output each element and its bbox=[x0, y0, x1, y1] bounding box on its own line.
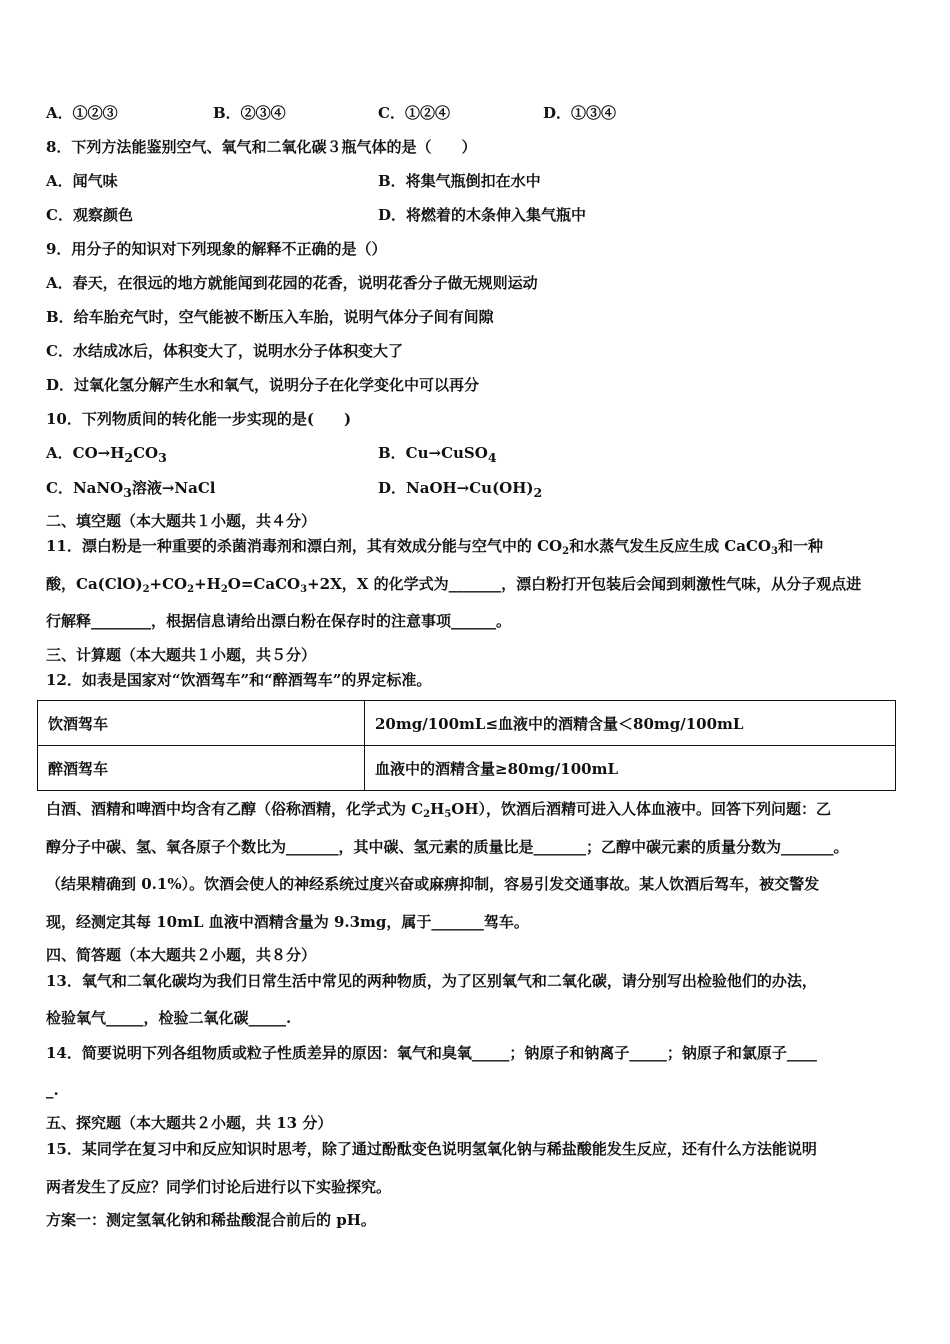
table-cell: 血液中的酒精含量≥80mg/100mL bbox=[365, 746, 896, 791]
q9-option-a: A．春天，在很远的地方就能闻到花园的花香，说明花香分子做无规则运动 bbox=[46, 274, 538, 292]
section-fill-in-heading: 二、填空题（本大题共１小题，共４分） bbox=[46, 512, 317, 530]
drink-driving-standard-table bbox=[37, 700, 896, 791]
q8-option-d: D．将燃着的木条伸入集气瓶中 bbox=[378, 206, 587, 224]
section-short-answer-heading: 四、简答题（本大题共２小题，共８分） bbox=[46, 946, 317, 964]
q12-stem: 12．如表是国家对“饮酒驾车”和“醉酒驾车”的界定标准。 bbox=[46, 671, 432, 689]
q11-line-1: 11．漂白粉是一种重要的杀菌消毒剂和漂白剂，其有效成分能与空气中的 $CO_2$和水蒸气发生反应生成 CaCO$_3$和一种 bbox=[46, 537, 823, 557]
q10-option-c: C．NaNO$_3$溶液→NaCl bbox=[46, 479, 216, 500]
q8-option-c: C．观察颜色 bbox=[46, 206, 133, 224]
q15-line-2: 两者发生了反应？同学们讨论后进行以下实验探究。 bbox=[46, 1178, 392, 1196]
q10-option-b: B．Cu→CuSO$_4$ bbox=[378, 444, 497, 465]
section-calculation-heading: 三、计算题（本大题共１小题，共５分） bbox=[46, 646, 317, 664]
q9-option-b: B．给车胎充气时，空气能被不断压入车胎，说明气体分子间有间隙 bbox=[46, 308, 494, 326]
section-inquiry-heading: 五、探究题（本大题共２小题，共 13 分） bbox=[46, 1114, 333, 1132]
q7-option-c: C．①②④ bbox=[378, 104, 450, 122]
q12-line-1: 白酒、酒精和啤酒中均含有乙醇（俗称酒精，化学式为 $C_2H_5OH$），饮酒后酒精可进入人体血液中。回答下列问题：乙 bbox=[46, 800, 832, 820]
table-cell: 20mg/100mL≤血液中的酒精含量＜80mg/100mL bbox=[365, 701, 896, 746]
q11-line-2: 酸，$Ca(ClO)_2+CO_2+H_2O=CaCO_3+2X$，X 的化学式为_______，漂白粉打开包装后会闻到刺激性气味，从分子观点进 bbox=[46, 575, 862, 595]
q14-line-2: _. bbox=[46, 1081, 59, 1099]
q13-line-2: 检验氧气_____，检验二氧化碳_____. bbox=[46, 1009, 292, 1027]
q15-line-3: 方案一：测定氢氧化钠和稀盐酸混合前后的 pH。 bbox=[46, 1211, 376, 1229]
q12-line-4: 现，经测定其每 10mL 血液中酒精含量为 9.3mg，属于_______驾车。 bbox=[46, 913, 529, 931]
q7-option-b: B．②③④ bbox=[213, 104, 286, 122]
q8-option-b: B．将集气瓶倒扣在水中 bbox=[378, 172, 541, 190]
table-row bbox=[38, 701, 896, 746]
q10-option-a: A．$CO\to H_2CO_3$ bbox=[46, 444, 167, 465]
table-cell: 醉酒驾车 bbox=[38, 746, 365, 791]
q9-option-c: C．水结成冰后，体积变大了，说明水分子体积变大了 bbox=[46, 342, 403, 360]
q10-stem: 10．下列物质间的转化能一步实现的是( ) bbox=[46, 410, 352, 428]
q8-option-a: A．闻气味 bbox=[46, 172, 118, 190]
q10-option-d: D．$NaOH\to Cu(OH)_2$ bbox=[378, 479, 543, 500]
q14-line-1: 14．简要说明下列各组物质或粒子性质差异的原因：氧气和臭氧_____；钠原子和钠离子_____；钠原子和氯原子____ bbox=[46, 1044, 817, 1062]
q13-line-1: 13．氧气和二氧化碳均为我们日常生活中常见的两种物质，为了区别氧气和二氧化碳，请分别写出检验他们的办法， bbox=[46, 972, 817, 990]
q9-stem: 9．用分子的知识对下列现象的解释不正确的是（） bbox=[46, 240, 387, 258]
table-row bbox=[38, 746, 896, 791]
q9-option-d: D．过氧化氢分解产生水和氧气，说明分子在化学变化中可以再分 bbox=[46, 376, 480, 394]
q15-line-1: 15．某同学在复习中和反应知识时思考，除了通过酚酞变色说明氢氧化钠与稀盐酸能发生反应，还有什么方法能说明 bbox=[46, 1140, 817, 1158]
q12-line-2: 醇分子中碳、氢、氧各原子个数比为_______，其中碳、氢元素的质量比是_______；乙醇中碳元素的质量分数为_______。 bbox=[46, 838, 849, 856]
q7-option-a: A．①②③ bbox=[46, 104, 118, 122]
q12-line-3: （结果精确到 0.1%）。饮酒会使人的神经系统过度兴奋或麻痹抑制，容易引发交通事故。某人饮酒后驾车，被交警发 bbox=[46, 875, 820, 893]
q11-line-3: 行解释________，根据信息请给出漂白粉在保存时的注意事项______。 bbox=[46, 612, 512, 630]
table-cell: 饮酒驾车 bbox=[38, 701, 365, 746]
q7-option-d: D．①③④ bbox=[543, 104, 617, 122]
q8-stem: 8．下列方法能鉴别空气、氧气和二氧化碳３瓶气体的是（ ） bbox=[46, 138, 477, 156]
